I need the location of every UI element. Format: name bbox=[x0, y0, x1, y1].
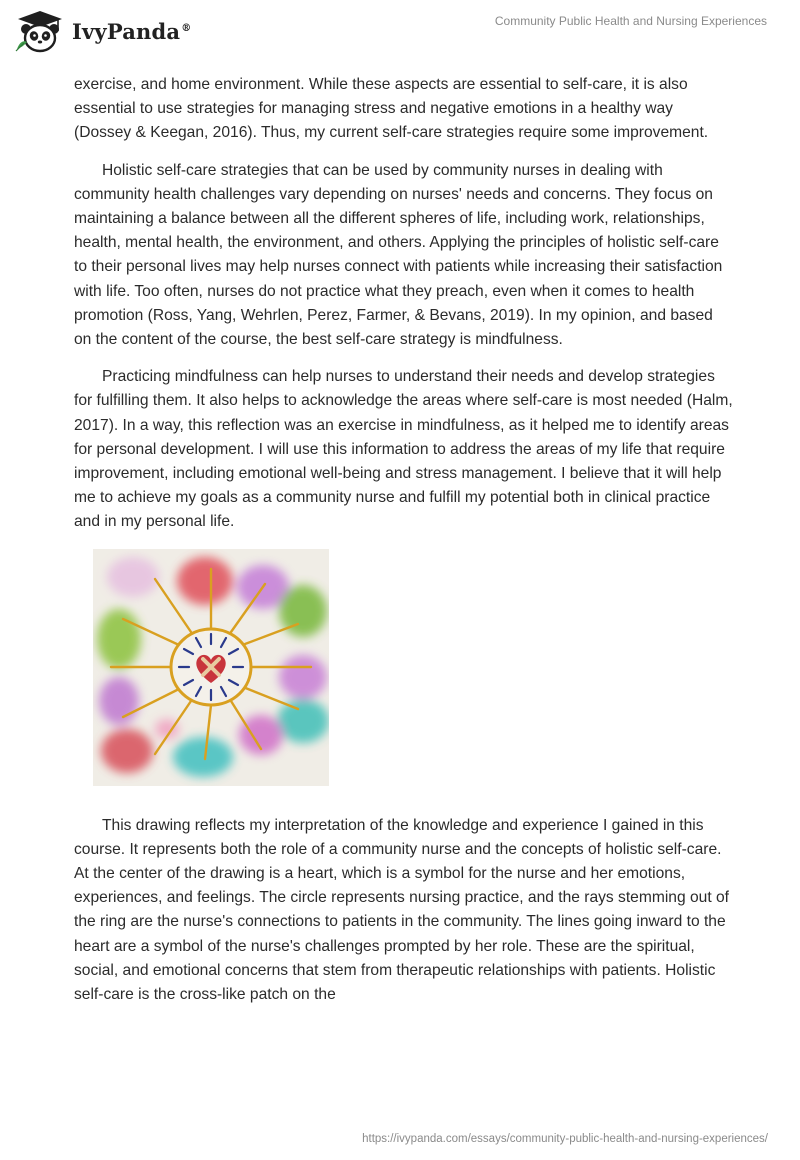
paragraph-mindfulness: Practicing mindfulness can help nurses to understand their needs and develop strategies for fulfilling them. It also helps to acknowledge the areas where self-care is most needed (Halm, 2017). In a way, this reflection was an exercise in mindfulness, as it helped me to identify areas for personal development. I will use this information to address the areas of my life that require improvement, including emotional well-being and stress management. I believe that it will help me to achieve my goals as a community nurse and fulfill my potential both in clinical practice and in my personal life. bbox=[74, 368, 733, 531]
page-header bbox=[0, 0, 800, 60]
paragraph-continuation: exercise, and home environment. While these aspects are essential to self-care, it is also essential to use strategies for managing stress and negative emotions in a healthy way (Dossey & Keegan, 2016). Thus, my current self-care strategies require some improvement. bbox=[74, 76, 709, 142]
ivypanda-logo[interactable] bbox=[14, 8, 191, 54]
brand-name: IvyPanda® bbox=[72, 18, 192, 44]
document-title: Community Public Health and Nursing Experiences bbox=[494, 14, 767, 28]
source-url[interactable]: https://ivypanda.com/essays/community-public-health-and-nursing-experiences/ bbox=[362, 1133, 768, 1145]
panda-graduate-icon bbox=[14, 9, 66, 53]
holistic-self-care-drawing bbox=[93, 549, 329, 786]
essay-body bbox=[74, 73, 734, 1007]
paragraph-drawing-explanation: This drawing reflects my interpretation of the knowledge and experience I gained in this course. It represents both the role of a community nurse and the concepts of holistic self-care. At the center of the drawing is a heart, which is a symbol for the nurse and her emotions, experiences, and feelings. The circle represents nursing practice, and the rays stemming out of the ring are the nurse's connections to patients in the community. The lines going inward to the heart are a symbol of the nurse's challenges prompted by her role. These are the spiritual, social, and emotional concerns that stem from therapeutic relationships with patients. Holistic self-care is the cross-like patch on the bbox=[74, 816, 729, 1004]
paragraph-holistic-self-care: Holistic self-care strategies that can be used by community nurses in dealing with community health challenges vary depending on nurses' needs and concerns. They focus on maintaining a balance between all the different spheres of life, including work, relationships, health, mental health, the environment, and others. Applying the principles of holistic self-care to their personal lives may help nurses connect with patients while increasing their satisfaction with life. Too often, nurses do not practice what they preach, even when it comes to health promotion (Ross, Yang, Wehrlen, Perez, Farmer, & Bevans, 2019). In my opinion, and based on the content of the course, the best self-care strategy is mindfulness. bbox=[74, 161, 723, 349]
